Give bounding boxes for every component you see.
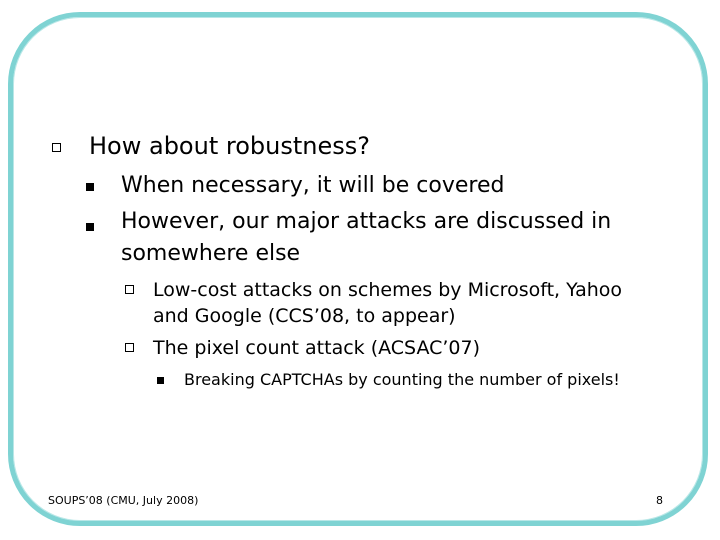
- solid-square-bullet-icon: [86, 223, 94, 231]
- page-number: 8: [656, 494, 663, 507]
- subsubbullet-2-text: The pixel count attack (ACSAC’07): [153, 337, 481, 359]
- subbullet-1-text: When necessary, it will be covered: [121, 173, 505, 198]
- main-bullet-text: How about robustness?: [89, 132, 370, 160]
- footer-text: SOUPS’08 (CMU, July 2008): [48, 494, 199, 507]
- hollow-square-bullet-icon: [52, 143, 61, 152]
- level4-bullet-text: Breaking CAPTCHAs by counting the number of pixels!: [184, 370, 620, 389]
- subsubbullet-1-line2: and Google (CCS’08, to appear): [153, 305, 456, 327]
- hollow-square-bullet-icon: [125, 285, 134, 294]
- slide-frame: [8, 12, 708, 526]
- subbullet-2-line1: However, our major attacks are discussed in: [121, 209, 612, 234]
- solid-square-bullet-icon: [86, 183, 94, 191]
- subbullet-2-line2: somewhere else: [121, 241, 301, 266]
- subsubbullet-1-line1: Low-cost attacks on schemes by Microsoft, Yahoo: [153, 279, 623, 301]
- solid-square-bullet-icon: [157, 377, 164, 384]
- hollow-square-bullet-icon: [125, 343, 134, 352]
